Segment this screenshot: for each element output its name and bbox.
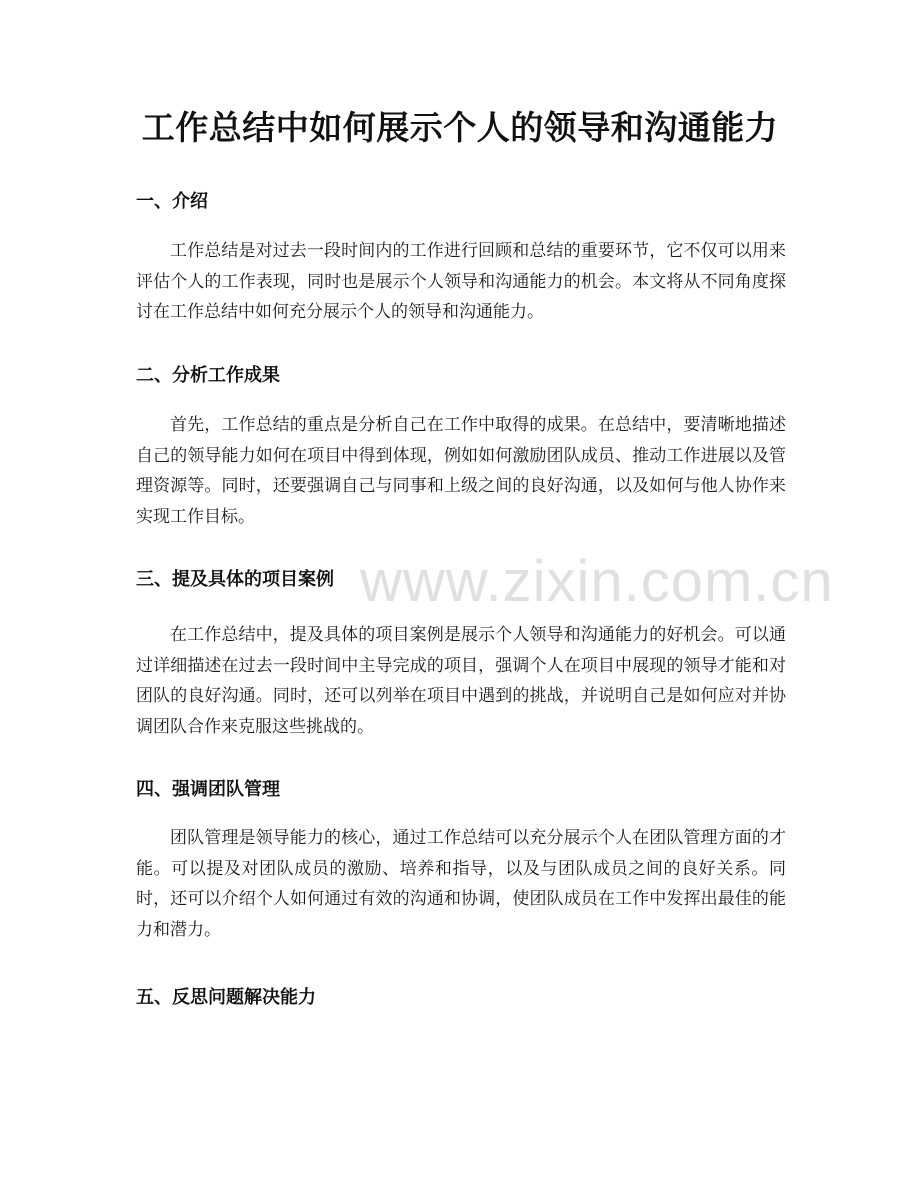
- section-body-introduction: 工作总结是对过去一段时间内的工作进行回顾和总结的重要环节，它不仅可以用来评估个人的工作表现，同时也是展示个人领导和沟通能力的机会。本文将从不同角度探讨在工作总结中如何充分展示个人的领导和沟通能力。: [136, 241, 786, 323]
- section-heading-project-cases: 三、提及具体的项目案例: [136, 569, 334, 590]
- section-body-analyze-results: 首先，工作总结的重点是分析自己在工作中取得的成果。在总结中，要清晰地描述自己的领导能力如何在项目中得到体现，例如如何激励团队成员、推动工作进展以及管理资源等。同时，还要强调自己与同事和上级之间的良好沟通，以及如何与他人协作来实现工作目标。: [136, 415, 786, 527]
- document-title: 工作总结中如何展示个人的领导和沟通能力: [141, 108, 779, 147]
- section-heading-analyze-results: 二、分析工作成果: [136, 365, 280, 386]
- section-body-team-management: 团队管理是领导能力的核心，通过工作总结可以充分展示个人在团队管理方面的才能。可以提及对团队成员的激励、培养和指导，以及与团队成员之间的良好关系。同时，还可以介绍个人如何通过有效的沟通和协调，使团队成员在工作中发挥出最佳的能力和潜力。: [136, 828, 786, 940]
- watermark-text: www.zixin.com.cn: [360, 549, 834, 614]
- section-heading-team-management: 四、强调团队管理: [136, 779, 280, 800]
- section-heading-introduction: 一、介绍: [136, 191, 208, 212]
- section-body-project-cases: 在工作总结中，提及具体的项目案例是展示个人领导和沟通能力的好机会。可以通过详细描述在过去一段时间中主导完成的项目，强调个人在项目中展现的领导才能和对团队的良好沟通。同时，还可以列举在项目中遇到的挑战，并说明自己是如何应对并协调团队合作来克服这些挑战的。: [136, 625, 786, 737]
- section-heading-problem-solving: 五、反思问题解决能力: [136, 987, 316, 1008]
